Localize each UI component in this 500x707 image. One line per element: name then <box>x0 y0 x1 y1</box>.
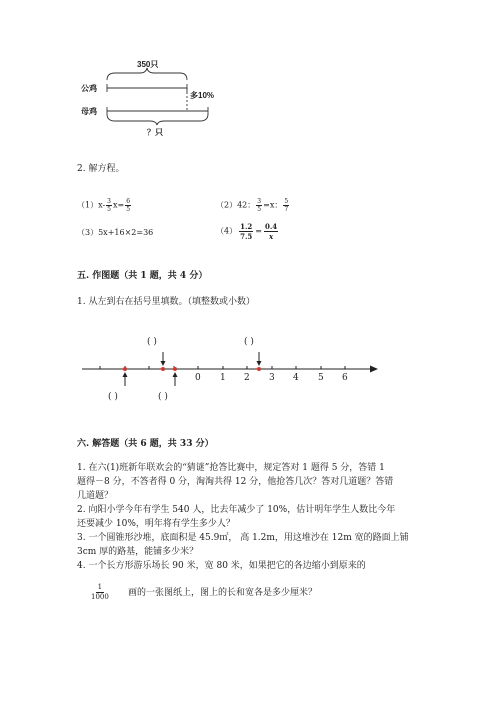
tick-label-1: 1 <box>220 373 226 383</box>
tick-label-6: 6 <box>342 373 348 383</box>
tick-label-4: 4 <box>293 373 299 383</box>
problem-3-line-2: 3cm 厚的路基，能铺多少米？ <box>77 547 199 557</box>
equation-2 <box>216 198 290 213</box>
segment-diagram-lines <box>0 0 500 150</box>
equation-4 <box>216 222 280 241</box>
problem-1-line-3: 几道题？ <box>77 491 114 501</box>
total-label: 350只 <box>137 60 159 69</box>
equation-2-fraction-b: $\frac{5}{7}$ <box>284 198 289 213</box>
equation-1 <box>77 198 132 213</box>
rooster-label: 公鸡 <box>81 84 97 93</box>
problem-4-line-1: 4. 一个长方形游乐场长 90 米，宽 80 米，如果把它的各边缩小到原来的 <box>77 561 366 571</box>
equation-4-mid: = <box>255 226 262 236</box>
equation-2-prefix: （2）42： <box>216 200 256 210</box>
section-5-question-1: 1. 从左到右在括号里填数。（填整数或小数） <box>77 297 255 307</box>
answer-bracket-bottom-1[interactable]: ( ) <box>108 392 118 402</box>
tick-label-5: 5 <box>318 373 324 383</box>
problem-1-line-1: 1. 在六(1)班新年联欢会的“猜谜”抢答比赛中，规定答对 1 题得 5 分，答错 1 <box>77 463 385 473</box>
problem-4-scale-fraction <box>90 582 110 602</box>
equation-1-fraction-b: $\frac{6}{5}$ <box>126 198 131 213</box>
problem-3-line-1: 3. 一个圆锥形沙堆，底面积是 45.9㎡， 高 1.2m，用这堆沙在 12m 宽的路面上铺 <box>77 533 409 543</box>
equation-4-fraction-b: $\frac{0.4}{x}$ <box>264 222 278 241</box>
answer-bracket-top-1[interactable]: ( ) <box>147 337 157 347</box>
extra-percent-label: 多10% <box>190 91 215 100</box>
tick-label-3: 3 <box>269 373 275 383</box>
equation-4-prefix: （4） <box>216 226 238 236</box>
equation-2-mid: =x： <box>263 200 283 210</box>
equation-1-fraction-a: $\frac{3}{5}$ <box>107 198 111 213</box>
answer-bracket-top-2[interactable]: ( ) <box>244 337 254 347</box>
problem-2-line-2: 还要减少 10%，明年将有学生多少人？ <box>77 519 235 529</box>
unknown-total-label: ？只 <box>147 128 163 137</box>
equation-2-fraction-a: $\frac{3}{5}$ <box>257 198 262 213</box>
problem-1-line-2: 题得－8 分，不答者得 0 分，淘淘共得 12 分，他抢答几次？答对几道题？答错 <box>77 477 394 487</box>
tick-label-2: 2 <box>244 373 250 383</box>
hen-label: 母鸡 <box>81 107 97 116</box>
problem-2-line-1: 2. 向阳小学今年有学生 540 人，比去年减少了 10%，估计明年学生人数比今年 <box>77 505 396 515</box>
equation-4-fraction-a: $\frac{1.2}{7.5}$ <box>240 222 253 241</box>
scale-denominator: 1000 <box>91 593 109 601</box>
equation-3: （3）5x+16×2=36 <box>77 228 154 237</box>
tick-label-0: 0 <box>195 373 201 383</box>
scale-numerator: 1 <box>97 583 103 591</box>
equation-1-mid: x= <box>113 200 125 210</box>
equation-1-prefix: （1）x- <box>77 200 106 210</box>
problem-4-line-2: 画的一张图纸上，图上的长和宽各是多少厘米？ <box>128 588 318 598</box>
section-6-heading: 六. 解答题（共 6 题，共 33 分） <box>77 439 214 449</box>
answer-bracket-bottom-2[interactable]: ( ) <box>158 392 168 402</box>
section-5-heading: 五. 作图题（共 1 题，共 4 分） <box>77 271 208 281</box>
q2-title: 2. 解方程。 <box>77 164 125 174</box>
